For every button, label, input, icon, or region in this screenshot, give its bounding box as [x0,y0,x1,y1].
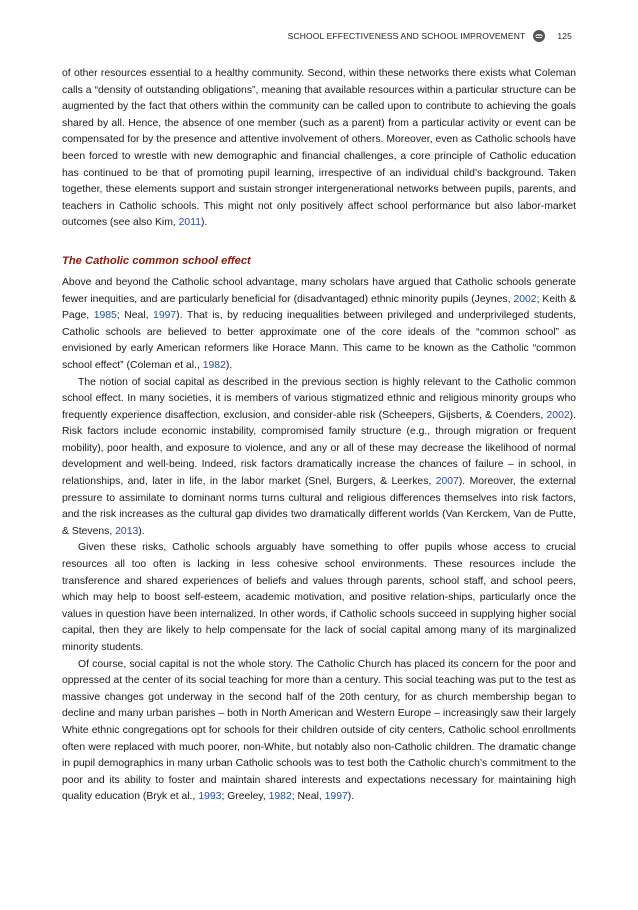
text-run: ). That is, by reducing inequalities between privileged and underprivileged students, Catholic schools are believed to better approximate one of the core ideals of the “common school” as envisioned by early American reformers like Horace Mann. This came to be known as the Catholic “common school effect” (Coleman et al., [62,310,577,371]
text-run: Above and beyond the Catholic school advantage, many scholars have argued that Catholic schools generate fewer inequities, and are particularly beneficial for (disadvantaged) ethnic minority pupils (Jeynes, [62,276,576,305]
text-run: Of course, social capital is not the whole story. The Catholic Church has placed its concern for the poor and oppressed at the center of its social teaching for more than a century. This social teaching was put to the test as massive changes got underway in the second half of the 20th century, for as church membership began to decline and many urban parishes – both in North American and Western Europe – increasingly saw their largely White ethnic congregations opt for schools for their children outside of city centers, Catholic school enrollments often were replaced with much poorer, non-White, but notably also non-Catholic children. The dramatic change in pupil demographics in many urban Catholic schools was to test both the Catholic church’s commitment to the poor and its ability to foster and maintain shared interests and expectations necessary for maintaining high quality education (Bryk et al., [62,658,576,803]
text-run: ). Moreover, the external pressure to assimilate to dominant norms turns cultural and religious differences themselves into risk factors, and the risk increases as the cultural gap divides two dramatically different worlds (Van Kerckem, Van de Putte, & Stevens, [62,476,576,537]
text-run: of other resources essential to a healthy community. Second, within these networks there exists what Coleman calls a “density of outstanding obligations”, meaning that available resources within a particular structure can be augmented by the fact that others within the community can be called upon to contribute to achieving the goals shared by all. Hence, the absence of one member (such as a parent) from a particular activity or event can be compensated for by the presence and attentive involvement of others. Moreover, even as Catholic schools have been forced to wrestle with new demographic and financial challenges, a core principle of Catholic education has continued to be that of promoting pupil learning, irrespective of an individual child’s background. Taken together, these elements support and sustain stronger intergenerational networks between pupils, parents, and teachers in Catholic schools. This might not only positively affect school performance but also labor-market outcomes (see also Kim, [62,68,576,229]
citation-link[interactable]: 1997 [324,791,348,803]
text-run: ). [201,217,208,229]
paragraph-4: Given these risks, Catholic schools arguably have something to offer pupils whose access to crucial resources all too often is lacking in less cohesive school environments. These resources include the transference and shared experiences of beliefs and values through parents, school staff, and school peers, which may help to boost self-esteem, academic motivation, and positive relation-ships, particularly once the values in question have been internalized. In other words, if Catholic schools succeed in supplying higher social capital, then they are likely to help compensate for the lack of social capital among many of its marginalized minority students. [62,542,576,653]
text-run: ). Risk factors include economic instability, compromised family structure (e.g., through migration or frequent mobility), poor health, and exposure to violence, and any or all of these may decrease the likelihood of normal development and well-being. Indeed, risk factors dramatically increase the chances of failure – in school, in relationships, and, later in life, in the labor market (Snel, Burgers, & Leerkes, [62,409,576,488]
journal-logo-icon [533,30,545,42]
citation-link[interactable]: 2007 [435,476,459,488]
text-run: ). [347,791,355,803]
running-title: SCHOOL EFFECTIVENESS AND SCHOOL IMPROVEMENT [287,31,526,41]
paragraph-5 [62,657,576,806]
text-run: ; Keith & Page, [62,293,576,322]
text-run: ; Neal, [291,791,325,803]
citation-link[interactable]: 1985 [93,310,117,322]
paragraph-1 [62,66,576,232]
citation-link[interactable]: 2013 [115,525,139,537]
paragraph-2 [62,275,576,375]
running-header [288,30,572,42]
text-run: The notion of social capital as described in the previous section is highly relevant to the Catholic common school effect. In many societies, it is members of various stigmatized ethnic and religious minority groups who frequently experience disaffection, exclusion, and consider-able risk (Scheepers, Gijsberts, & Coenders, [62,376,576,421]
text-run: ; Neal, [116,310,154,322]
text-run: ). [138,525,145,537]
section-heading: The Catholic common school effect [62,254,251,267]
article-body [62,66,576,806]
text-run: ; Greeley, [221,791,269,803]
paragraph-3 [62,375,576,541]
text-run: ). [225,359,233,371]
citation-link[interactable]: 1997 [153,310,177,322]
page-number: 125 [557,31,572,41]
citation-link[interactable]: 2002 [546,409,570,421]
citation-link[interactable]: 2011 [178,217,201,229]
citation-link[interactable]: 1993 [198,791,222,803]
citation-link[interactable]: 2002 [513,293,537,305]
citation-link[interactable]: 1982 [268,791,292,803]
citation-link[interactable]: 1982 [202,359,226,371]
